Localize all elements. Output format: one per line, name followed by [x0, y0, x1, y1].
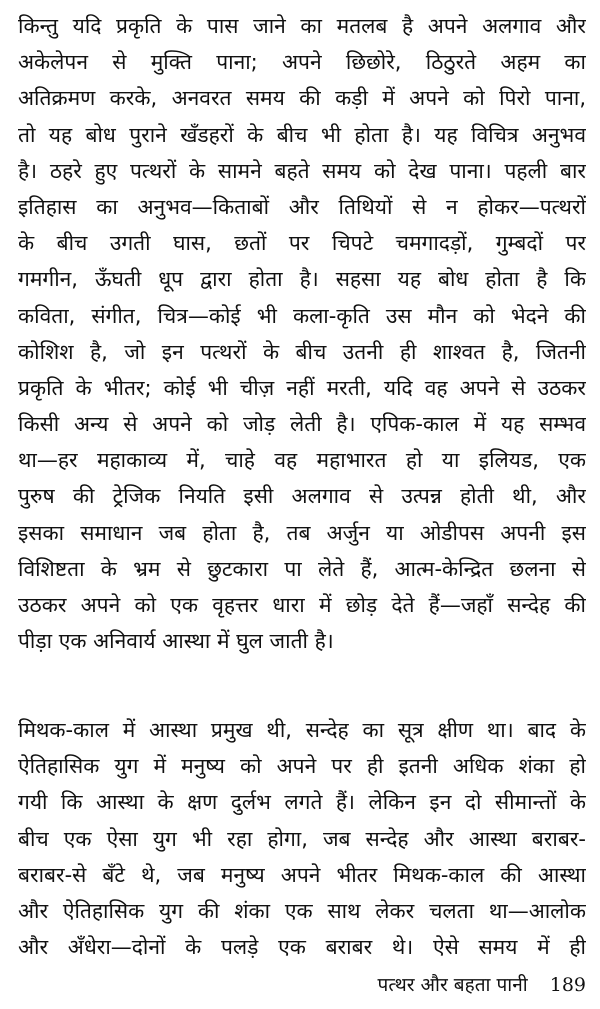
text-line: पुरुष की ट्रेजिक नियति इसी अलगाव से उत्पन्न होती थी, और [18, 484, 586, 509]
text-line: विशिष्टता के भ्रम से छुटकारा पा लेते हैं, आत्म-केन्द्रित छलना से [18, 556, 586, 581]
running-title: पत्थर और बहता पानी [377, 974, 528, 996]
page-footer [378, 968, 586, 1002]
text-line: बीच एक ऐसा युग भी रहा होगा, जब सन्देह और आस्था बराबर- [18, 826, 586, 851]
text-line: बराबर-से बँटे थे, जब मनुष्य अपने भीतर मिथक-काल की आस्था [18, 862, 586, 887]
text-line: किसी अन्य से अपने को जोड़ लेती है। एपिक-काल में यह सम्भव [18, 412, 586, 437]
text-line: पीड़ा एक अनिवार्य आस्था में घुल जाती है। [18, 629, 334, 654]
text-line: है। ठहरे हुए पत्थरों के सामने बहते समय को देख पाना। पहली बार [18, 158, 586, 183]
text-line: इसका समाधान जब होता है, तब अर्जुन या ओडीपस अपनी इस [18, 520, 586, 545]
text-line: किन्तु यदि प्रकृति के पास जाने का मतलब है अपने अलगाव और [18, 14, 586, 38]
text-line: ऐतिहासिक युग में मनुष्य को अपने पर ही इतनी अधिक शंका हो [18, 754, 586, 779]
text-line: कविता, संगीत, चित्र—कोई भी कला-कृति उस मौन को भेदने की [18, 303, 586, 328]
text-line: अकेलेपन से मुक्ति पाना; अपने छिछोरे, ठिठुरते अहम का [18, 50, 586, 75]
text-line: गमगीन, ऊँघती धूप द्वारा होता है। सहसा यह बोध होता है कि [18, 267, 586, 292]
text-line: कोशिश है, जो इन पत्थरों के बीच उतनी ही शाश्वत है, जितनी [18, 339, 586, 364]
text-line: था—हर महाकाव्य में, चाहे वह महाभारत हो या इलियड, एक [18, 448, 586, 473]
page-number: 189 [549, 974, 586, 996]
text-line: इतिहास का अनुभव—किताबों और तिथियों से न होकर—पत्थरों [18, 194, 586, 219]
text-line: मिथक-काल में आस्था प्रमुख थी, सन्देह का सूत्र क्षीण था। बाद के [18, 718, 586, 742]
text-line: अतिक्रमण करके, अनवरत समय की कड़ी में अपने को पिरो पाना, [18, 86, 586, 111]
text-line: प्रकृति के भीतर; कोई भी चीज़ नहीं मरती, यदि वह अपने से उठकर [18, 375, 586, 400]
paragraph-1 [18, 8, 586, 659]
text-line: उठकर अपने को एक वृहत्तर धारा में छोड़ देते हैं—जहाँ सन्देह की [18, 593, 586, 617]
text-line: तो यह बोध पुराने खँडहरों के बीच भी होता है। यह विचित्र अनुभव [18, 122, 586, 147]
text-line: गयी कि आस्था के क्षण दुर्लभ लगते हैं। लेकिन इन दो सीमान्तों के [18, 790, 586, 815]
paragraph-2 [18, 712, 586, 965]
text-line: और ऐतिहासिक युग की शंका एक साथ लेकर चलता था—आलोक [18, 898, 586, 923]
text-line: के बीच उगती घास, छतों पर चिपटे चमगादड़ों, गुम्बदों पर [18, 231, 586, 256]
text-line: और अँधेरा—दोनों के पलड़े एक बराबर थे। ऐसे समय में ही [18, 935, 586, 960]
